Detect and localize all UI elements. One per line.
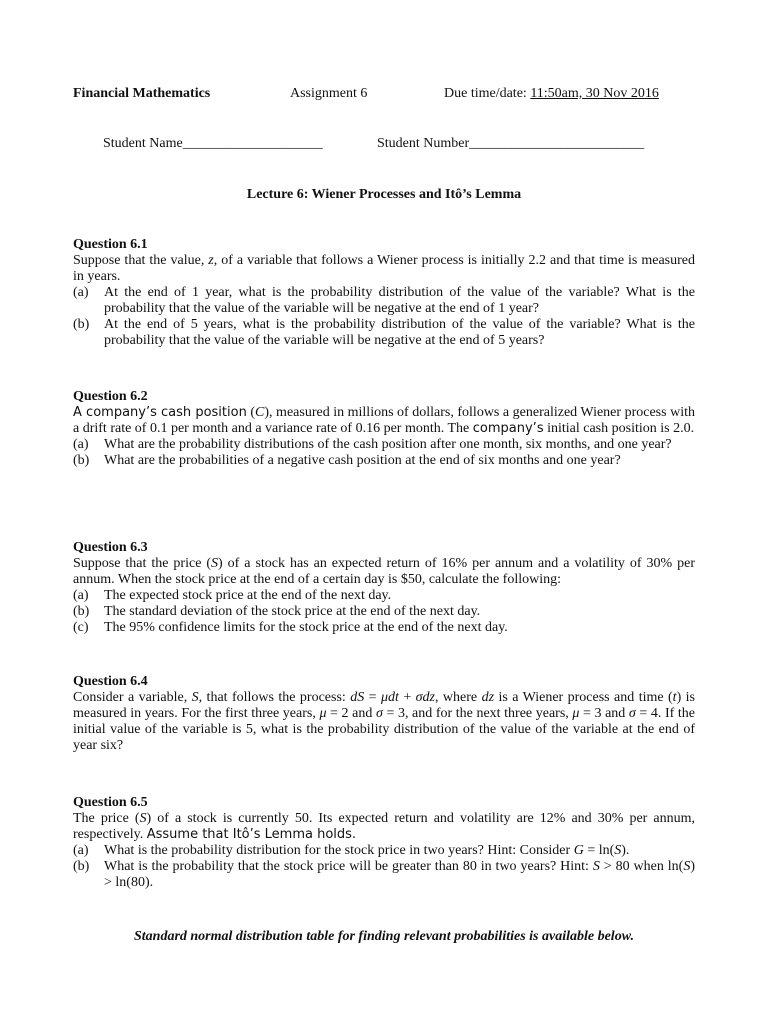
student-number-blank: _________________________ [469,136,645,151]
question-title: Question 6.2 [73,389,148,404]
sub-question-c: (c) The 95% confidence limits for the stock price at the end of the next day. [73,620,508,635]
student-name-blank: ____________________ [182,136,323,151]
question-intro: A company’s cash position (C), measured in millions of dollars, follows a generalized Wiener process with a drift rate of 0.1 per month and a variance rate of 0.16 per month. The company’s initial cash position is 2.0. [73,405,695,436]
question-body: Consider a variable, S, that follows the process: dS = μdt + σdz, where dz is a Wiener process and time (t) is measured in years. For the first three years, μ = 2 and σ = 3, and for the next three years, μ = 3 and σ = 4. If the initial value of the variable is 5, what is the probability distribution of the value of the variable at the end of year six? [73,690,695,753]
question-6-5 [73,795,695,891]
student-info [103,136,703,152]
student-number-label: Student Number [377,136,470,151]
due-date [444,86,659,102]
student-name-label: Student Name [103,136,183,151]
document-header [73,86,695,104]
sub-question-b: (b) At the end of 5 years, what is the probability distribution of the value of the variable? What is the probability that the value of the variable will be negative at the end of 5 years? [73,317,695,348]
question-6-3 [73,540,695,636]
question-intro: Suppose that the value, z, of a variable that follows a Wiener process is initially 2.2 and that time is measured in years. [73,253,695,284]
sub-question-b: (b) The standard deviation of the stock price at the end of the next day. [73,604,481,619]
question-intro: Suppose that the price (S) of a stock has an expected return of 16% per annum and a volatility of 30% per annum. When the stock price at the end of a certain day is $50, calculate the following: [73,556,696,587]
student-number [377,136,644,152]
sub-question-a: (a) The expected stock price at the end of the next day. [73,588,392,603]
question-title: Question 6.1 [73,237,148,252]
assignment-title: Assignment 6 [290,86,368,101]
question-6-1 [73,237,695,349]
sub-question-b: (b) What are the probabilities of a negative cash position at the end of six months and one year? [73,453,621,468]
due-label: Due time/date: [444,86,531,101]
sub-question-b: (b) What is the probability that the stock price will be greater than 80 in two years? Hint: S > 80 when ln(S) > ln(80). [73,859,695,890]
question-title: Question 6.4 [73,674,148,689]
due-value: 11:50am, 30 Nov 2016 [530,86,659,101]
sub-question-a: (a) What is the probability distribution for the stock price in two years? Hint: Consider G = ln(S). [73,843,630,858]
sub-question-a: (a) At the end of 1 year, what is the probability distribution of the value of the variable? What is the probability that the value of the variable will be negative at the end of 1 year? [73,285,695,316]
lecture-title: Lecture 6: Wiener Processes and Itô’s Lemma [246,187,522,202]
question-6-2 [73,389,695,469]
sub-question-a: (a) What are the probability distributions of the cash position after one month, six months, and one year? [73,437,672,452]
question-title: Question 6.3 [73,540,148,555]
question-6-4 [73,674,695,754]
question-intro: The price (S) of a stock is currently 50. Its expected return and volatility are 12% and 30% per annum, respectively. Assume that Itô’s Lemma holds. [73,811,695,842]
footer-note: Standard normal distribution table for finding relevant probabilities is available below. [133,929,635,944]
question-title: Question 6.5 [73,795,148,810]
course-title: Financial Mathematics [73,86,211,101]
